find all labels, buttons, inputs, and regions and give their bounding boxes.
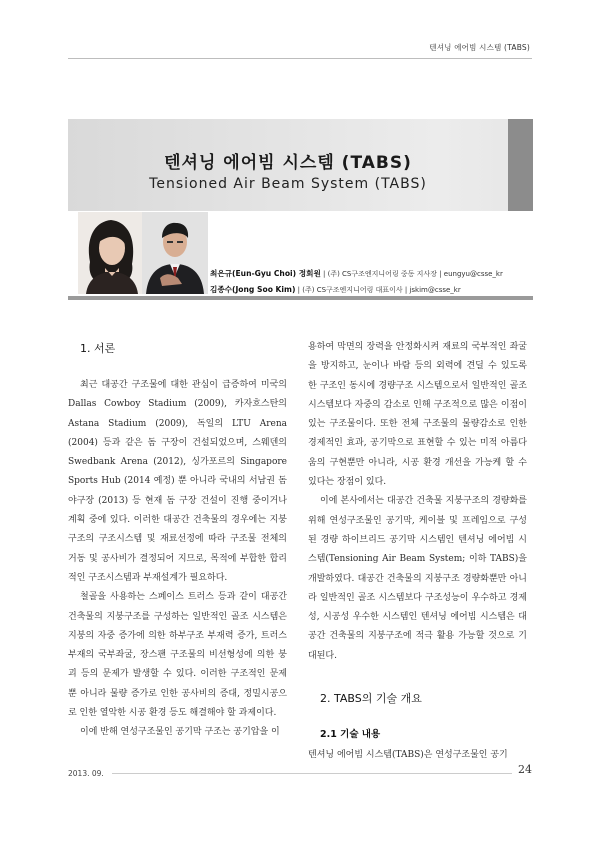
author-name-1: 최은규(Eun-Gyu Choi) 정회원	[210, 269, 321, 278]
article-title: 텐셔닝 에어빔 시스템 (TABS)	[164, 153, 412, 173]
header-rule	[68, 58, 532, 59]
author-photo-kim	[142, 212, 208, 294]
subsection-heading-technology: 2.1 기술 내용	[320, 729, 381, 741]
author-band-rule	[68, 296, 533, 300]
paragraph: 철골을 사용하는 스페이스 트러스 등과 같이 대공간 건축물의 지붕구조를 구성하는 일반적인 골조 시스템은 지붕의 자중 증가에 의한 하부구조 부재력 증가, 트러스 부재의 국부좌굴, 장스팬 구조물의 비선형성에 의한 붕괴 등의 문제가 발생할 수 있다. 이러한 구조적인 문제 뿐 아니라 물량 증가로 인한 공사비의 증대, 정밀시공으로 인한 열악한 시공 환경 등도 해결해야 할 과제이다.	[68, 592, 287, 719]
left-column	[68, 338, 287, 743]
footer-rule	[112, 773, 512, 774]
author-photo-choi	[78, 212, 144, 294]
page-number: 24	[518, 763, 532, 776]
article-subtitle: Tensioned Air Beam System (TABS)	[149, 176, 427, 192]
footer-date: 2013. 09.	[68, 769, 104, 778]
paragraph: 최근 대공간 구조물에 대한 관심이 급증하여 미국의 Dallas Cowboy Stadium (2009), 카자흐스탄의 Astana Stadium (2009), 독일의 LTU Arena (2004) 등과 같은 돔 구장이 건설되었으며, 스웨덴의 Swedbank Arena (2012), 싱가포르의 Singapore Sports Hub (2014 예정) 뿐 아니라 국내의 서남권 돔 야구장 (2013) 등 현재 돔 구장 건설이 진행 중이거나 계획 중에 있다. 이러한 대공간 건축물의 경우에는 지붕구조의 구조시스템 및 재료선정에 따라 구조물 전체의 거동 및 공사비가 결정되어 지므로, 목적에 부합한 합리적인 구조시스템과 부재설계가 필요하다.	[68, 380, 287, 583]
section-heading-introduction: 1. 서론	[80, 342, 116, 355]
author-affiliation-2: | (주) CS구조엔지니어링 대표이사 | jskim@csse_kr	[295, 286, 461, 294]
paragraph: 이에 본사에서는 대공간 건축물 지붕구조의 경량화를 위해 연성구조물인 공기막, 케이블 및 프레임으로 구성된 경량 하이브리드 공기막 시스템인 텐셔닝 에어빔 시스템(Tensioning Air Beam System; 이하 TABS)을 개발하였다. 대공간 건축물의 지붕구조 경량화뿐만 아니라 일반적인 골조 시스템보다 구조성능이 우수하고 경제성, 시공성 우수한 시스템인 텐셔닝 에어빔 시스템은 대공간 건축물의 지붕구조에 적극 활용 가능할 것으로 기대된다.	[308, 496, 527, 661]
author-line-2	[210, 284, 461, 295]
section-heading-tabs-overview: 2. TABS의 기술 개요	[320, 692, 422, 706]
running-header: 텐셔닝 에어빔 시스템 (TABS)	[429, 43, 530, 52]
paragraph: 용하여 막면의 장력을 안정화시켜 재료의 국부적인 좌굴을 방지하고, 눈이나 바람 등의 외력에 견딜 수 있도록 한 구조인 동시에 경량구조 시스템으로서 일반적인 골조 시스템보다 자중의 감소로 인해 구조적으로 많은 이점이 있는 구조물이다. 또한 전체 구조물의 물량감소로 인한 경제적인 효과, 공기막으로 표현할 수 있는 미적 아름다움의 구현뿐만 아니라, 시공 환경 개선을 가능케 할 수 있다는 장점이 있다.	[308, 342, 527, 488]
author-name-2: 김종수(Jong Soo Kim)	[210, 285, 296, 294]
banner-accent-bar	[508, 119, 533, 211]
author-affiliation-1: | (주) CS구조엔지니어링 중동 지사장 | eungyu@csse_kr	[320, 270, 503, 278]
author-line-1	[210, 268, 503, 279]
paragraph: 텐셔닝 에어빔 시스템(TABS)은 연성구조물인 공기	[308, 750, 508, 761]
paragraph: 이에 반해 연성구조물인 공기막 구조는 공기압을 이	[80, 727, 280, 738]
right-column	[308, 338, 527, 765]
